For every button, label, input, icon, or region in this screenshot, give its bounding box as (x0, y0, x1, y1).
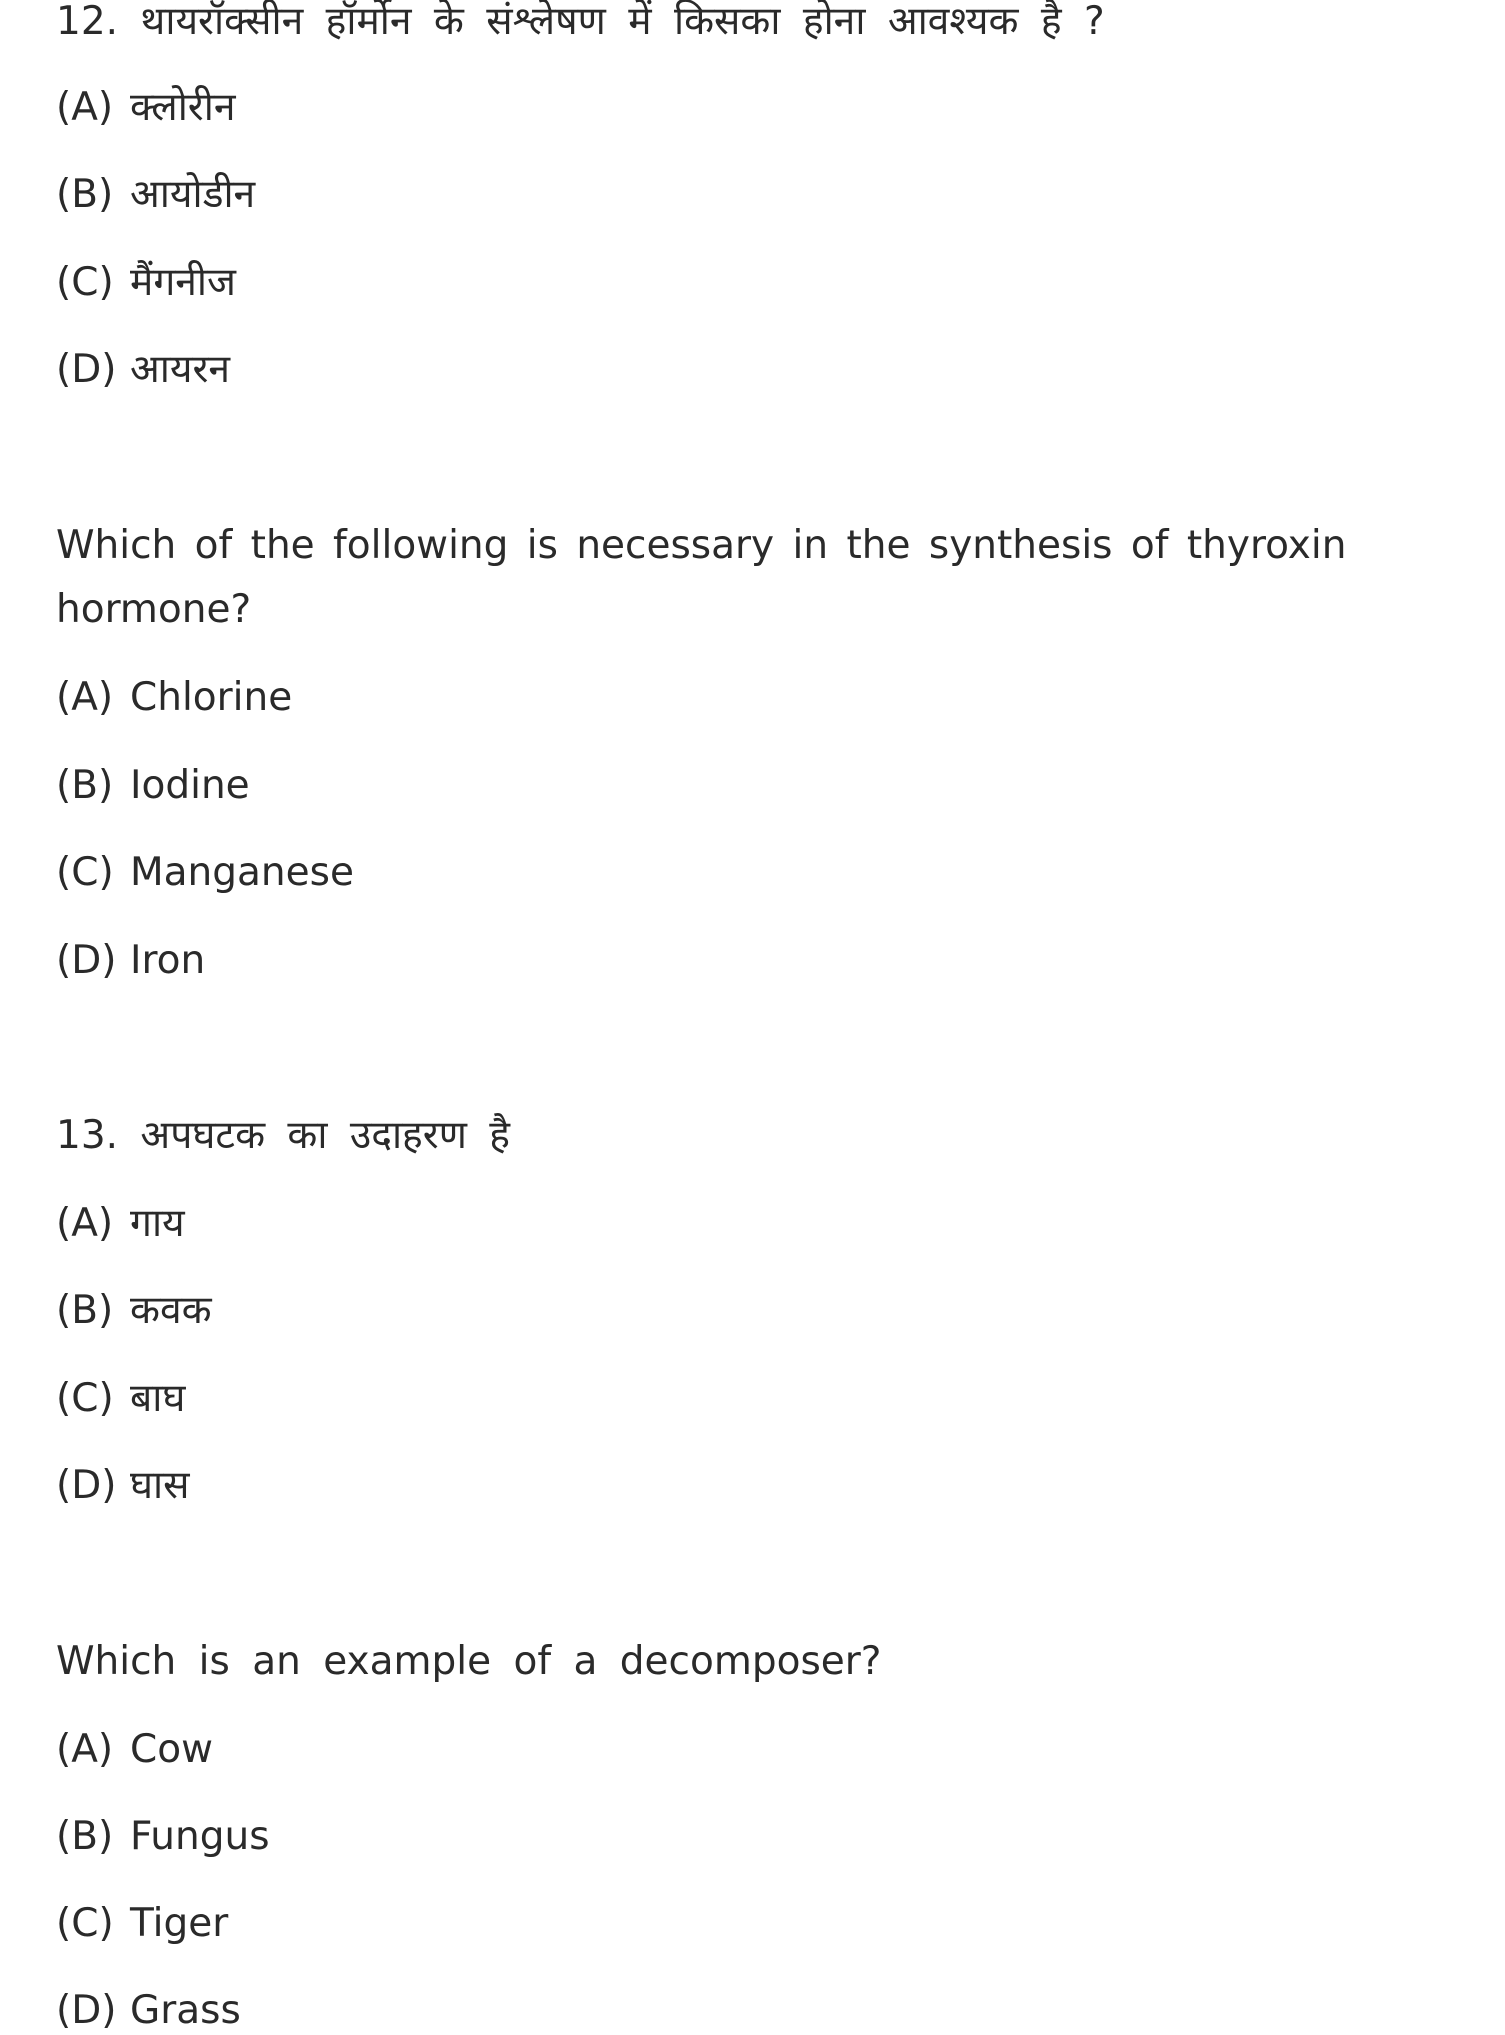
q13-english-option-c (56, 1900, 228, 1948)
option-key: (A) (56, 85, 114, 130)
option-text: मैंगनीज (130, 260, 236, 305)
option-key: (B) (56, 1288, 114, 1333)
option-key: (B) (56, 172, 114, 217)
option-text: कवक (130, 1288, 212, 1333)
option-text: Fungus (130, 1814, 270, 1859)
option-key: (C) (56, 1376, 114, 1421)
question-12-hindi: 12. थायरॉक्सीन हॉर्मोन के संश्लेषण में किसका होना आवश्यक है ? (56, 0, 1105, 44)
q12-english-option-a (56, 674, 292, 722)
question-13-english: Which is an example of a decomposer? (56, 1639, 882, 1684)
option-key: (D) (56, 938, 117, 983)
option-key: (A) (56, 1201, 114, 1246)
question-12-english-line-1: Which of the following is necessary in the synthesis of thyroxin (56, 523, 1347, 568)
option-text: Cow (130, 1727, 213, 1772)
option-text: Grass (130, 1988, 241, 2033)
q12-hindi-option-c (56, 259, 236, 307)
q13-english-option-b (56, 1813, 270, 1861)
q13-hindi-option-d (56, 1462, 190, 1510)
option-key: (A) (56, 675, 114, 720)
option-key: (D) (56, 347, 117, 392)
option-key: (C) (56, 260, 114, 305)
q12-english-option-b (56, 762, 250, 810)
option-key: (A) (56, 1727, 114, 1772)
option-key: (B) (56, 763, 114, 808)
q12-hindi-option-a (56, 84, 236, 132)
option-text: घास (130, 1463, 190, 1508)
q12-hindi-option-b (56, 171, 255, 219)
question-12-english-line-2: hormone? (56, 587, 252, 632)
q13-hindi-option-b (56, 1287, 212, 1335)
q13-hindi-option-c (56, 1375, 185, 1423)
q13-english-option-d (56, 1987, 241, 2035)
option-text: गाय (130, 1201, 185, 1246)
option-text: Iron (130, 938, 206, 983)
option-text: आयोडीन (130, 172, 256, 217)
option-text: Manganese (130, 850, 354, 895)
option-key: (D) (56, 1988, 117, 2033)
option-text: क्लोरीन (130, 85, 236, 130)
option-key: (B) (56, 1814, 114, 1859)
option-key: (C) (56, 1901, 114, 1946)
option-text: बाघ (130, 1376, 186, 1421)
option-text: Iodine (130, 763, 250, 808)
option-key: (D) (56, 1463, 117, 1508)
question-13-hindi: 13. अपघटक का उदाहरण है (56, 1113, 511, 1158)
q12-english-option-d (56, 937, 205, 985)
q12-hindi-option-d (56, 346, 230, 394)
q13-hindi-option-a (56, 1200, 185, 1248)
option-text: आयरन (130, 347, 231, 392)
option-text: Chlorine (130, 675, 293, 720)
option-key: (C) (56, 850, 114, 895)
q13-english-option-a (56, 1726, 213, 1774)
option-text: Tiger (130, 1901, 229, 1946)
q12-english-option-c (56, 849, 354, 897)
